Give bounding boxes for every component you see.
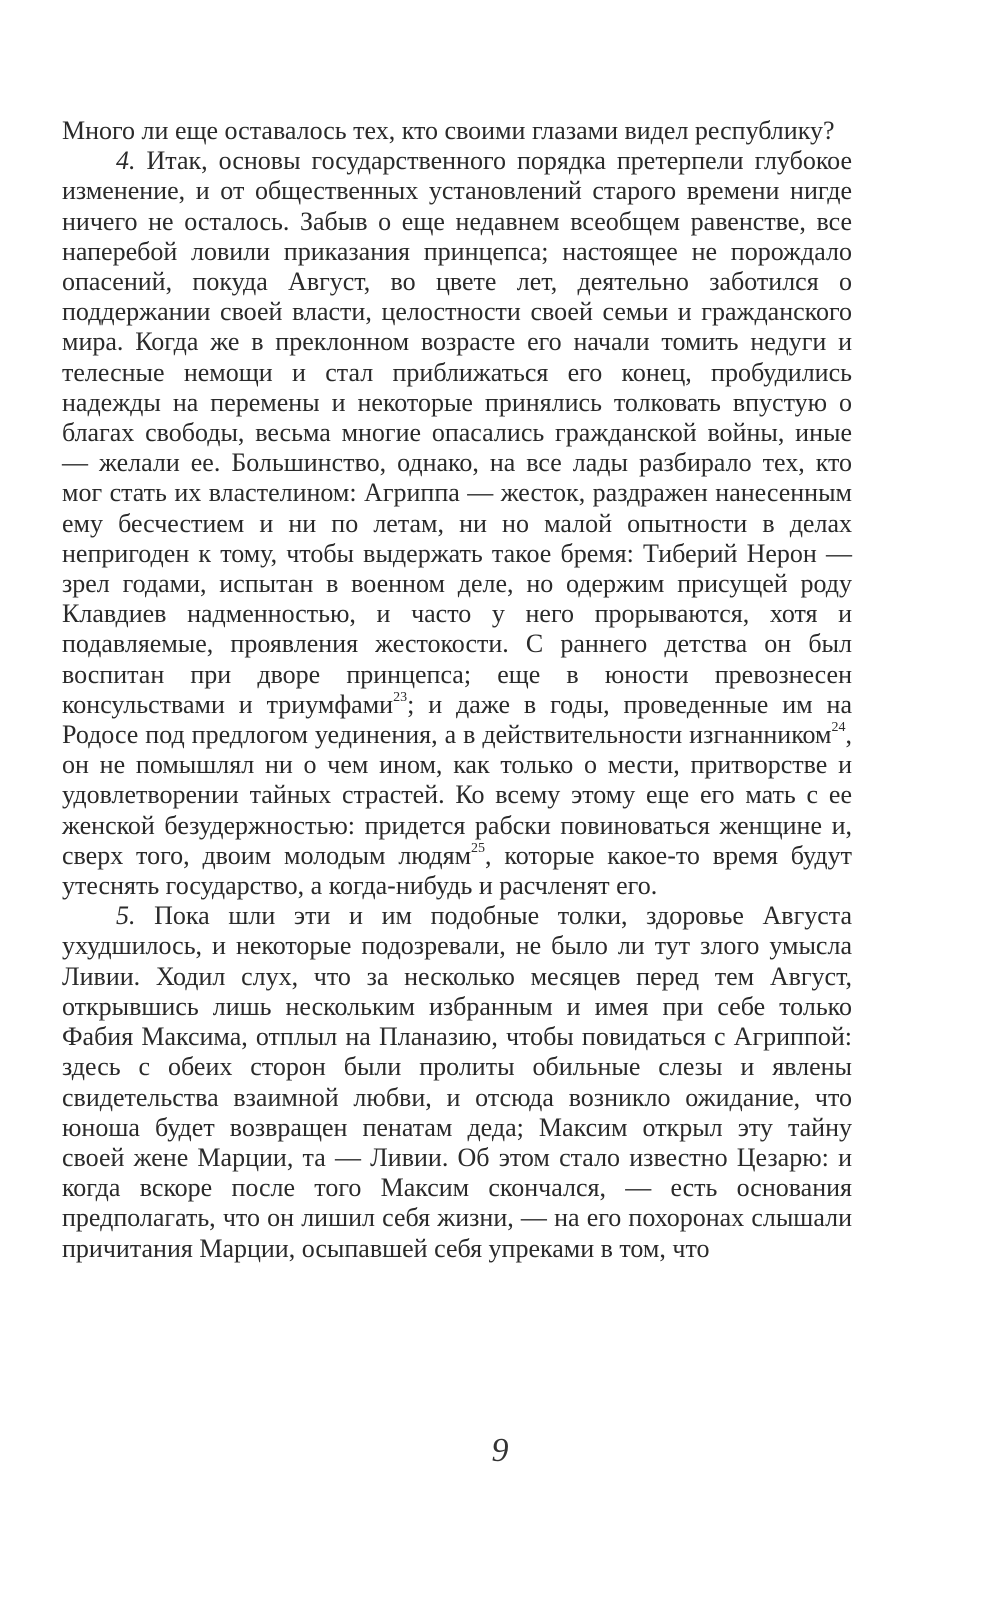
footnote-ref: 25: [471, 841, 486, 857]
paragraph-continuation: [62, 116, 852, 146]
body-text: [62, 116, 852, 1264]
paragraph-text: Пока шли эти и им подобные толки, здоровье Августа ухудшилось, и некоторые подозревали, не было ли тут злого умысла Ливии. Ходил слух, что за несколько месяцев перед тем Август, открывшись лишь нескольким избранным и имея при себе только Фабия Максима, отплыл на Планазию, чтобы повидаться с Агриппой: здесь с обеих сторон были пролиты обильные слезы и явлены свидетельства взаимной любви, и отсюда возникло ожидание, что юноша будет возвращен пенатам деда; Максим открыл эту тайну своей жене Марции, та — Ливии. Об этом стало известно Цезарю: и когда вскоре после того Максим скончался, — есть основания предполагать, что он лишил себя жизни, — на его похоронах слышали причитания Марции, осыпавшей себя упреками в том, что: [62, 901, 852, 1263]
section-number: 4.: [116, 146, 136, 176]
paragraph-text: , он не помышлял ни о чем ином, как только о мести, притворстве и удовлетворении тайных страстей. Ко всему этому еще его мать с ее женской безудержностью: придется рабски повиноваться женщине и, сверх того, двоим молодым людям: [62, 720, 852, 870]
page-number: 9: [491, 1432, 509, 1469]
footnote-ref: 23: [393, 690, 408, 706]
paragraph-text: Много ли еще оставалось тех, кто своими глазами видел республику?: [62, 116, 835, 145]
paragraph-section-5: [62, 901, 852, 1263]
footnote-ref: 24: [831, 720, 846, 736]
paragraph-text: , которые какое-то время будут утеснять государство, а когда-нибудь и расчленят его.: [62, 840, 852, 901]
paragraph-text: Итак, основы государственного порядка претерпели глубокое изменение, и от общественных установлений старого времени нигде ничего не осталось. Забыв о еще недавнем всеобщем равенстве, все наперебой ловили приказания принцепса; настоящее не порождало опасений, покуда Август, во цвете лет, деятельно заботился о поддержании своей власти, целостности своей семьи и гражданского мира. Когда же в преклонном возрасте его начали томить недуги и телесные немощи и стал приближаться его конец, пробудились надежды на перемены и некоторые принялись толковать впустую о благах свободы, весьма многие опасались гражданской войны, иные — желали ее. Большинство, однако, на все лады разбирало тех, кто мог стать их властелином: Агриппа — жесток, раздражен нанесенным ему бесчестием и ни по летам, ни но малой опытности в делах непригоден к тому, чтобы выдержать такое бремя: Тиберий Нерон — зрел годами, испытан в военном деле, но одержим присущей роду Клавдиев надменностью, и часто у него прорываются, хотя и подавляемые, проявления жестокости. С раннего детства он был воспитан при дворе принцепса; еще в юности превознесен консульствами и триумфами: [62, 146, 852, 719]
section-number: 5.: [116, 901, 136, 931]
paragraph-text: ; и даже в годы, проведенные им на Родосе под предлогом уединения, а в действительности изгнанником: [62, 689, 852, 750]
paragraph-section-4: [62, 146, 852, 901]
